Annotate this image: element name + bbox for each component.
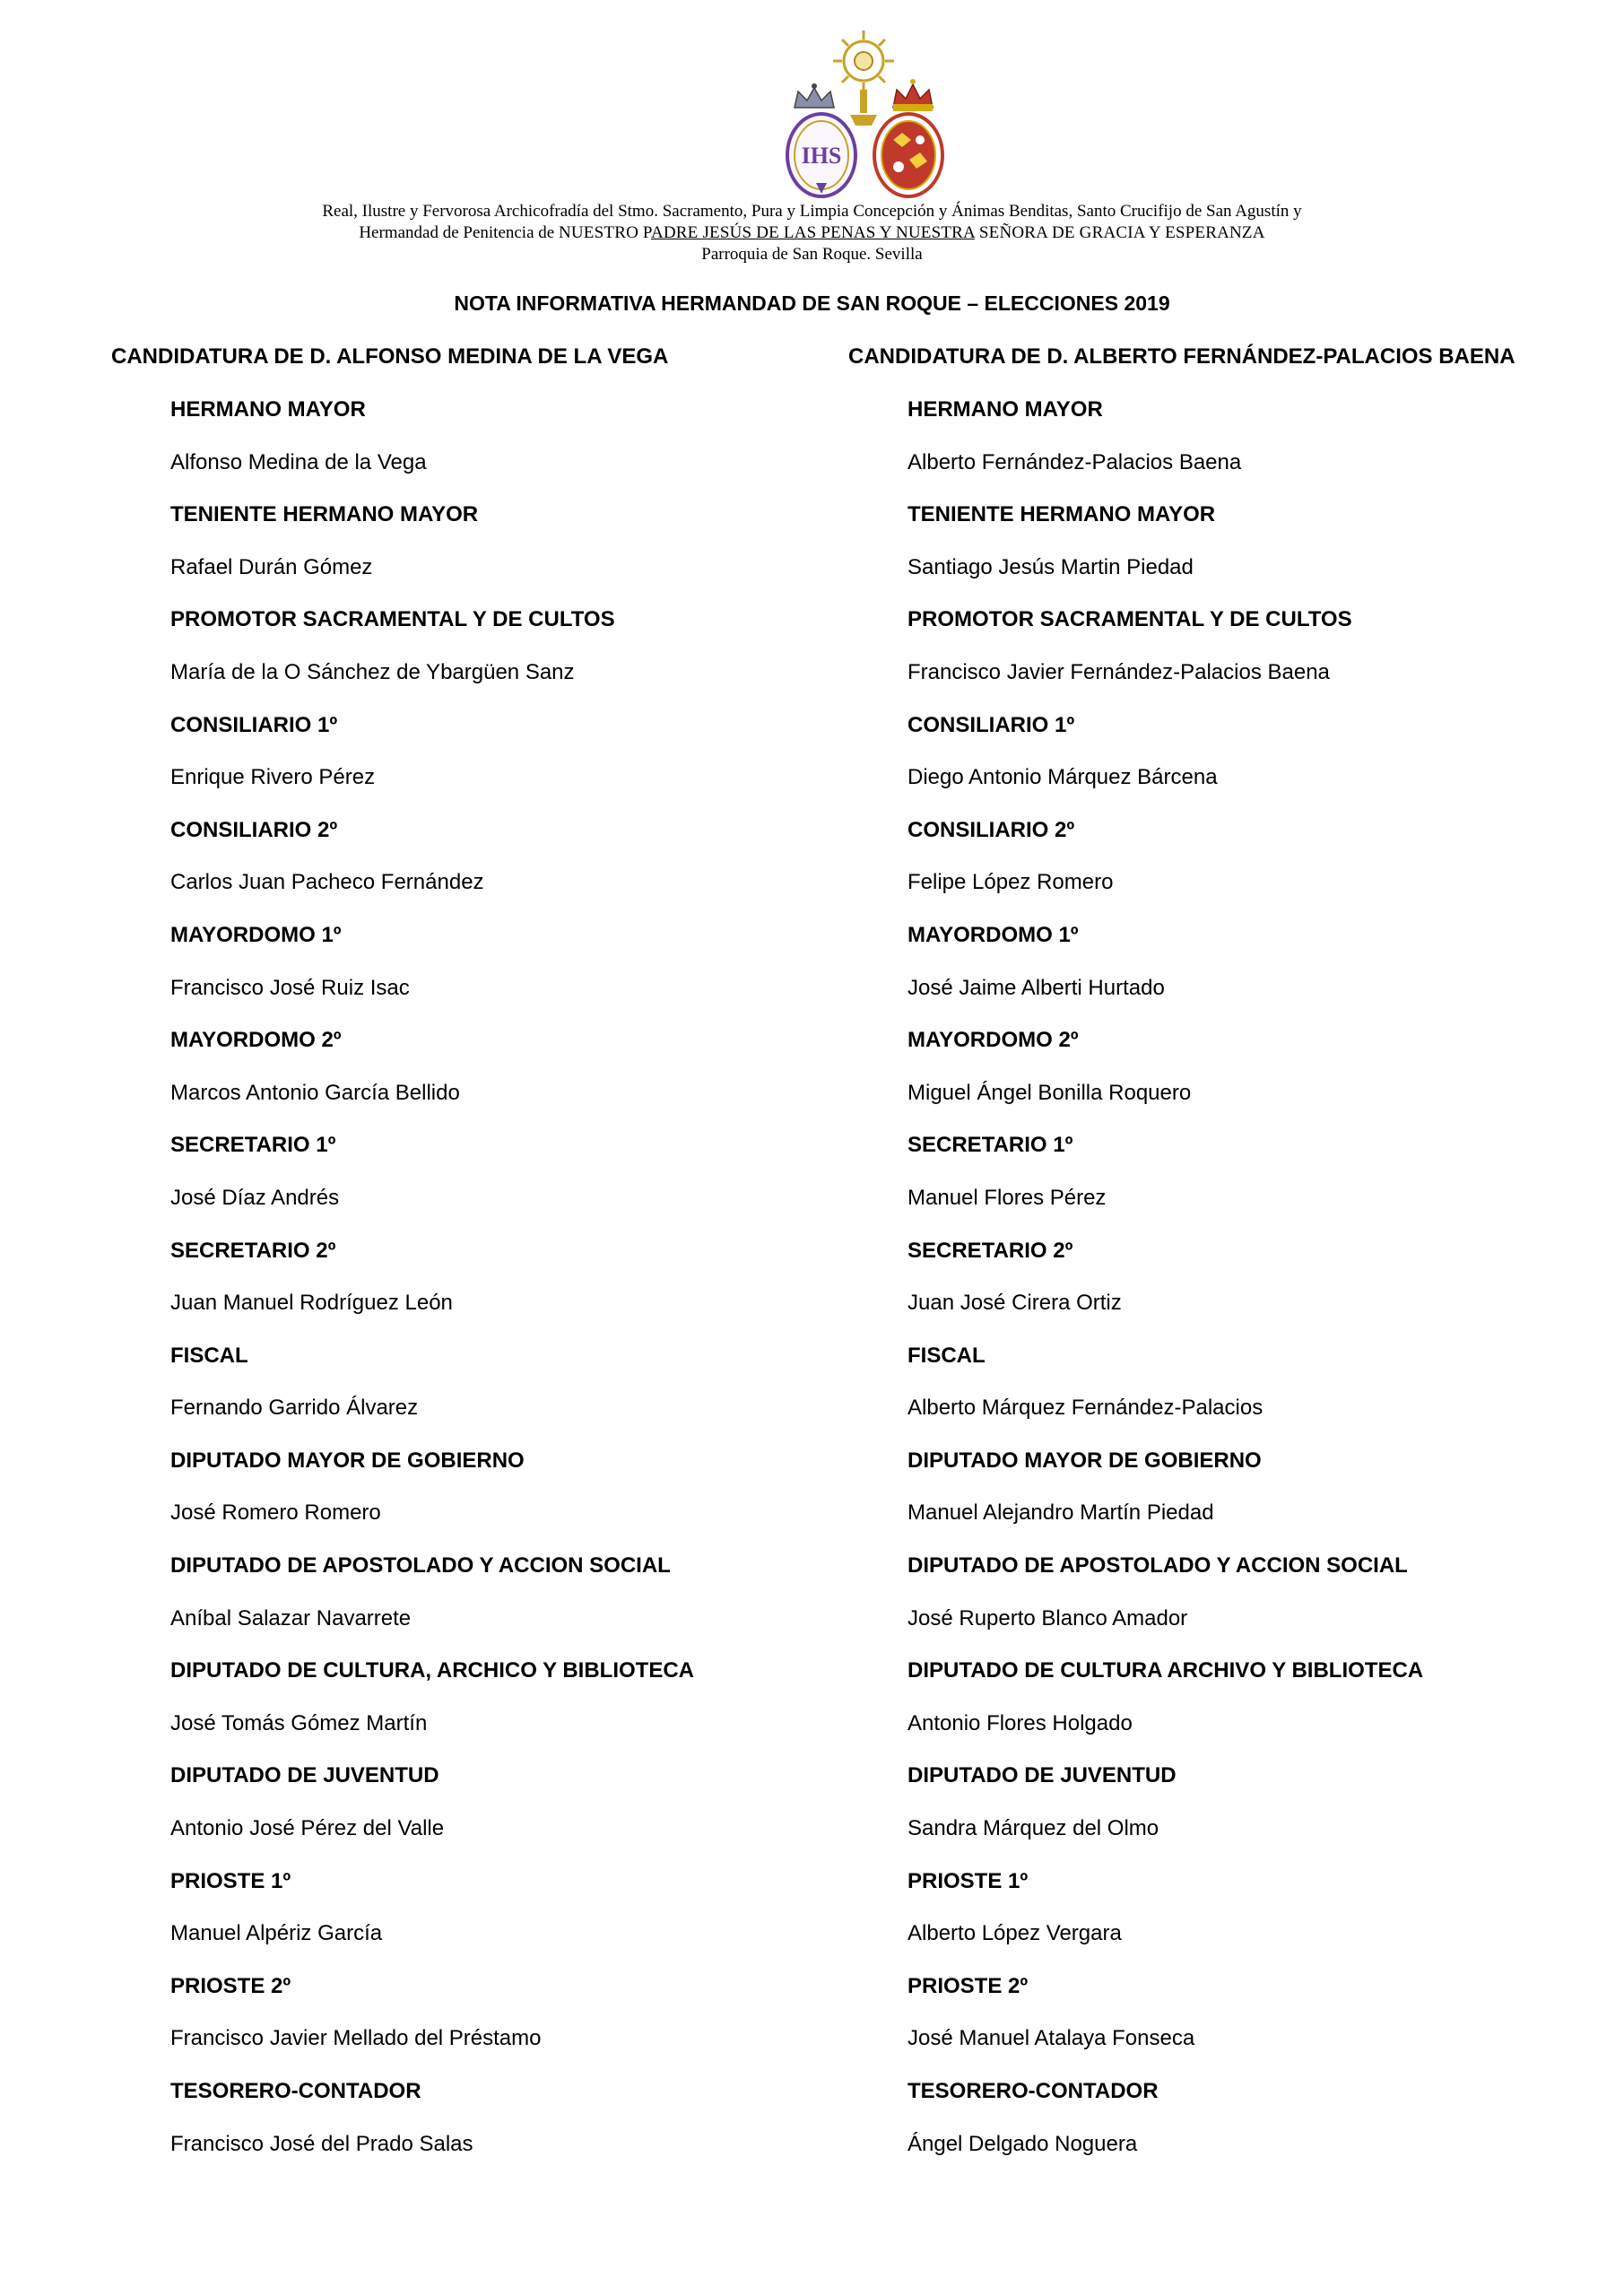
candidate-name: Fernando Garrido Álvarez [170, 1396, 419, 1421]
header-line-2-a: NUESTRO P [558, 223, 651, 242]
right-crown-icon [893, 79, 933, 111]
candidate-name: Manuel Alpériz García [170, 1921, 383, 1946]
position-title: PRIOSTE 2º [170, 1973, 291, 1998]
candidate-name: Felipe López Romero [908, 870, 1114, 895]
position-title: SECRETARIO 1º [908, 1133, 1073, 1158]
candidate-name: Antonio José Pérez del Valle [170, 1816, 445, 1841]
candidate-name: Juan Manuel Rodríguez León [170, 1291, 453, 1316]
position-title: CONSILIARIO 1º [170, 712, 338, 737]
position-title: DIPUTADO DE CULTURA, ARCHICO Y BIBLIOTECA [170, 1658, 695, 1683]
position-title: MAYORDOMO 1º [170, 922, 342, 947]
heraldic-shield-icon [874, 114, 942, 196]
position-title: MAYORDOMO 1º [908, 922, 1079, 947]
left-crown-icon [795, 83, 834, 108]
candidate-name: Francisco Javier Fernández-Palacios Baena [908, 659, 1330, 684]
candidate-name: Juan José Cirera Ortiz [908, 1291, 1122, 1316]
candidate-name: Enrique Rivero Pérez [170, 765, 376, 790]
header-line-1: Real, Ilustre y Fervorosa Archicofradía del Stmo. Sacramento, Pura y Limpia Concepción y Ánimas Benditas, Santo Crucifijo de San Agustín y [322, 202, 1302, 221]
header-line-2-prefix: Hermandad de Penitencia de [359, 223, 559, 242]
candidate-name: Francisco Javier Mellado del Préstamo [170, 2026, 542, 2051]
document-title: NOTA INFORMATIVA HERMANDAD DE SAN ROQUE – ELECCIONES 2019 [454, 291, 1170, 315]
candidate-name: José Manuel Atalaya Fonseca [908, 2026, 1195, 2051]
candidatura-left [111, 344, 694, 2183]
candidatura-right-heading: CANDIDATURA DE D. ALBERTO FERNÁNDEZ-PALACIOS BAENA [848, 344, 1515, 369]
brotherhood-crest-icon [778, 25, 949, 204]
candidate-name: Antonio Flores Holgado [908, 1710, 1133, 1735]
candidate-name: Francisco José del Prado Salas [170, 2131, 473, 2156]
candidate-name: Santiago Jesús Martin Piedad [908, 554, 1194, 579]
candidatura-left-entries [170, 396, 694, 2158]
candidate-name: Alberto Fernández-Palacios Baena [908, 449, 1242, 474]
candidate-name: Carlos Juan Pacheco Fernández [170, 870, 484, 895]
position-title: FISCAL [170, 1343, 248, 1368]
position-title: DIPUTADO DE JUVENTUD [170, 1763, 439, 1788]
header-line-2-c: SEÑORA DE GRACIA Y ESPERANZA [974, 223, 1265, 242]
candidate-name: Sandra Márquez del Olmo [908, 1816, 1159, 1841]
position-title: DIPUTADO DE APOSTOLADO Y ACCION SOCIAL [908, 1553, 1408, 1578]
position-title: FISCAL [908, 1343, 986, 1368]
candidatura-right [848, 344, 1515, 2183]
position-title: SECRETARIO 2º [170, 1238, 336, 1263]
candidatura-right-entries [908, 396, 1515, 2158]
position-title: CONSILIARIO 2º [170, 817, 338, 842]
position-title: MAYORDOMO 2º [170, 1028, 342, 1053]
candidate-name: Alfonso Medina de la Vega [170, 449, 427, 474]
candidate-name: Aníbal Salazar Navarrete [170, 1605, 412, 1631]
candidate-name: Manuel Alejandro Martín Piedad [908, 1500, 1214, 1526]
position-title: DIPUTADO MAYOR DE GOBIERNO [170, 1448, 525, 1473]
position-title: TESORERO-CONTADOR [908, 2079, 1159, 2103]
position-title: PRIOSTE 2º [908, 1973, 1029, 1998]
candidate-name: José Romero Romero [170, 1500, 381, 1526]
candidate-name: Diego Antonio Márquez Bárcena [908, 765, 1218, 790]
candidate-name: Ángel Delgado Noguera [908, 2131, 1138, 2156]
position-title: SECRETARIO 1º [170, 1133, 336, 1158]
position-title: DIPUTADO DE CULTURA ARCHIVO Y BIBLIOTECA [908, 1658, 1424, 1683]
candidate-name: María de la O Sánchez de Ybargüen Sanz [170, 659, 575, 684]
candidate-name: Francisco José Ruiz Isac [170, 975, 410, 1000]
candidate-name: José Jaime Alberti Hurtado [908, 975, 1165, 1000]
candidate-name: Alberto Márquez Fernández-Palacios [908, 1396, 1264, 1421]
candidate-name: Miguel Ángel Bonilla Roquero [908, 1080, 1192, 1105]
position-title: DIPUTADO DE APOSTOLADO Y ACCION SOCIAL [170, 1553, 671, 1578]
position-title: CONSILIARIO 2º [908, 817, 1075, 842]
position-title: MAYORDOMO 2º [908, 1028, 1079, 1053]
ihs-shield-icon [787, 114, 855, 196]
header-line-3: Parroquia de San Roque. Sevilla [701, 245, 923, 264]
candidate-name: José Tomás Gómez Martín [170, 1710, 428, 1735]
position-title: DIPUTADO DE JUVENTUD [908, 1763, 1177, 1788]
candidate-name: José Díaz Andrés [170, 1185, 340, 1210]
header-line-2-b: ADRE JESÚS DE LAS PENAS Y NUESTRA [650, 223, 975, 242]
candidate-name: Marcos Antonio García Bellido [170, 1080, 460, 1105]
monstrance-icon [833, 30, 894, 126]
position-title: PROMOTOR SACRAMENTAL Y DE CULTOS [170, 607, 615, 632]
position-title: HERMANO MAYOR [170, 397, 366, 422]
position-title: TENIENTE HERMANO MAYOR [908, 502, 1216, 527]
position-title: TESORERO-CONTADOR [170, 2079, 421, 2103]
candidate-name: José Ruperto Blanco Amador [908, 1605, 1188, 1631]
position-title: DIPUTADO MAYOR DE GOBIERNO [908, 1448, 1262, 1473]
position-title: PRIOSTE 1º [908, 1868, 1029, 1893]
candidate-name: Alberto López Vergara [908, 1921, 1122, 1946]
candidatura-left-heading: CANDIDATURA DE D. ALFONSO MEDINA DE LA VEGA [111, 344, 669, 369]
ihs-monogram: IHS [801, 143, 842, 169]
position-title: HERMANO MAYOR [908, 397, 1103, 422]
position-title: PROMOTOR SACRAMENTAL Y DE CULTOS [908, 607, 1352, 632]
position-title: PRIOSTE 1º [170, 1868, 291, 1893]
candidate-name: Rafael Durán Gómez [170, 554, 373, 579]
candidate-name: Manuel Flores Pérez [908, 1185, 1107, 1210]
header-line-2 [0, 222, 1624, 244]
position-title: SECRETARIO 2º [908, 1238, 1073, 1263]
position-title: CONSILIARIO 1º [908, 712, 1075, 737]
position-title: TENIENTE HERMANO MAYOR [170, 502, 479, 527]
